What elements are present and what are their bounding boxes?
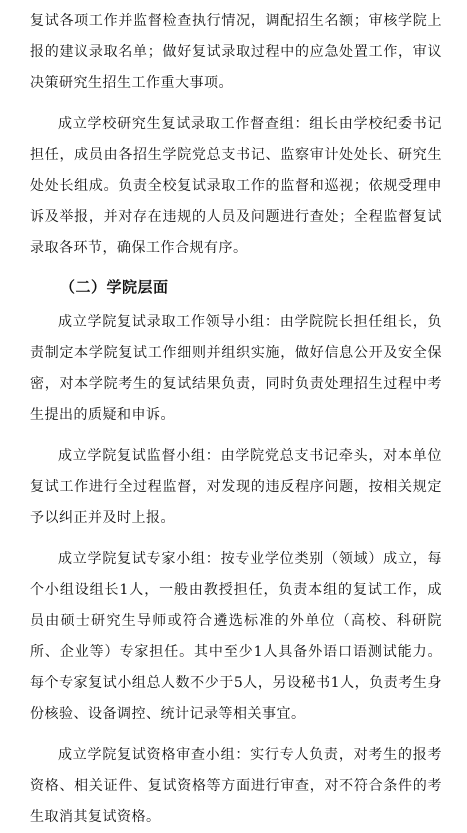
paragraph-monitoring-group: 成立学院复试监督小组：由学院党总支书记牵头，对本单位复试工作进行全过程监督，对发现的违反程序问题，按相关规定予以纠正并及时上报。 xyxy=(30,448,442,526)
section-heading: （二）学院层面 xyxy=(60,278,169,296)
paragraph-continued: 复试各项工作并监督检查执行情况，调配招生名额；审核学院上报的建议录取名单；做好复试录取过程中的应急处置工作，审议决策研究生招生工作重大事项。 xyxy=(30,13,442,91)
paragraph-qualification-group: 成立学院复试资格审查小组：实行专人负责，对考生的报考资格、相关证件、复试资格等方面进行审查，对不符合条件的考生取消其复试资格。 xyxy=(30,747,442,825)
paragraph-leadership-group: 成立学院复试录取工作领导小组：由学院院长担任组长，负责制定本学院复试工作细则并组织实施，做好信息公开及安全保密，对本学院考生的复试结果负责，同时负责处理招生过程中考生提出的质疑和申诉。 xyxy=(30,314,442,423)
paragraph-expert-group: 成立学院复试专家小组：按专业学位类别（领域）成立，每个小组设组长1人，一般由教授担任，负责本组的复试工作，成员由硕士研究生导师或符合遴选标准的外单位（高校、科研院所、企业等）专家担任。其中至少1人具备外语口语测试能力。每个专家复试小组总人数不少于5人，另设秘书1人，负责考生身份核验、设备调控、统计记录等相关事宜。 xyxy=(30,551,442,722)
document-page xyxy=(30,6,442,833)
paragraph-supervision-group: 成立学校研究生复试录取工作督查组：组长由学校纪委书记担任，成员由各招生学院党总支书记、监察审计处处长、研究生处处长组成。负责全校复试录取工作的监督和巡视；依规受理申诉及举报，并对存在违规的人员及问题进行查处；全程监督复试录取各环节，确保工作合规有序。 xyxy=(30,116,442,256)
